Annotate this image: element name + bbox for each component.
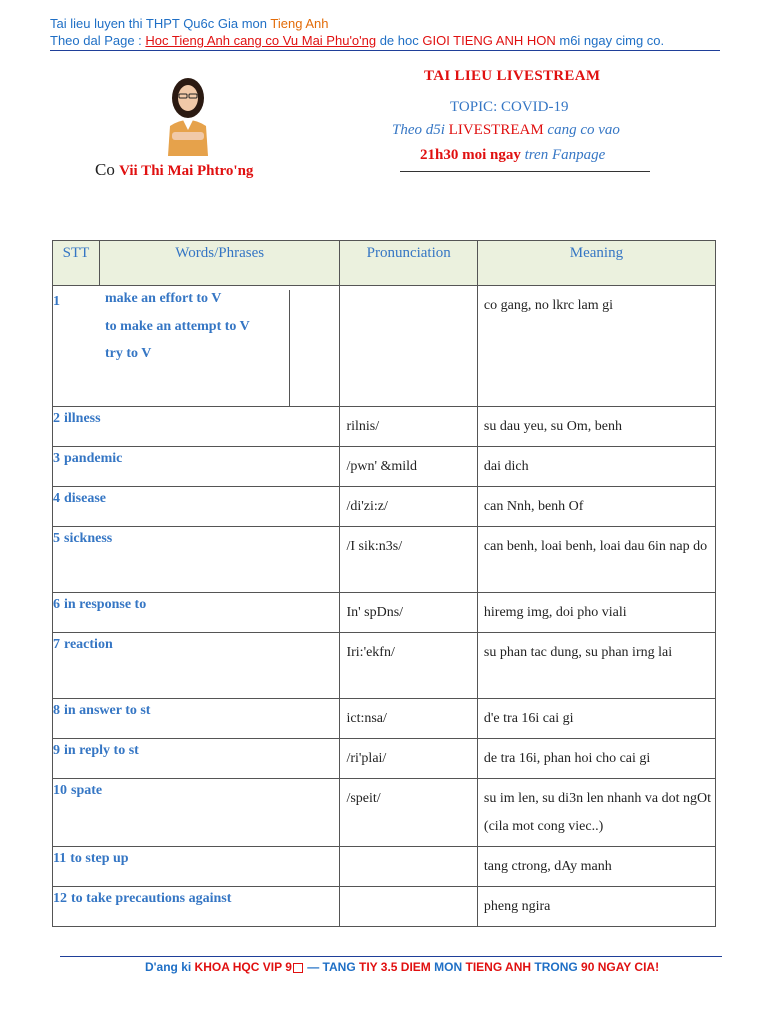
col-header-stt: STT [53, 241, 100, 286]
header-line-1 [50, 16, 328, 31]
header-line-2 [50, 33, 664, 48]
col-header-pronunciation: Pronunciation [340, 241, 477, 286]
vocabulary-table [52, 240, 716, 927]
follow-suffix: cang co vao [543, 122, 620, 138]
footer-text-g: TRONG [531, 960, 582, 974]
pronunciation-cell: /pwn' &mild [340, 447, 477, 487]
word-text: to step up [70, 851, 129, 866]
table-row [53, 779, 716, 847]
word-text: in reply to st [64, 743, 139, 758]
meaning-cell: can Nnh, benh Of [477, 487, 715, 527]
table-row [53, 847, 716, 887]
pronunciation-cell [340, 847, 477, 887]
table-row [53, 593, 716, 633]
table-row [53, 407, 716, 447]
meaning-cell: su phan tac dung, su phan irng lai [477, 633, 715, 699]
row-number: 3 [53, 451, 60, 466]
table-row [53, 739, 716, 779]
meaning-cell: su im len, su di3n len nhanh va dot ngOt (cila mot cong viec..) [477, 779, 715, 847]
table-row [53, 447, 716, 487]
row-number: 12 [53, 891, 67, 906]
header-line-2-end: m6i ngay cimg co. [555, 33, 665, 48]
footer-divider [60, 956, 722, 957]
words-cell [53, 447, 340, 487]
row-number: 8 [53, 703, 60, 718]
word-text: sickness [64, 531, 113, 546]
words-cell [53, 699, 340, 739]
table-row [53, 286, 716, 407]
topic-heading: TOPIC: COVID-19 [450, 99, 569, 115]
words-cell [53, 847, 340, 887]
fanpage-link[interactable]: Hoc Tieng Anh cang co Vu Mai Phu'o'ng [145, 33, 377, 48]
pronunciation-cell: In' spDns/ [340, 593, 477, 633]
meaning-cell: tang ctrong, dAy manh [477, 847, 715, 887]
livestream-title: TAI LIEU LIVESTREAM [424, 68, 601, 84]
meaning-cell: de tra 16i, phan hoi cho cai gi [477, 739, 715, 779]
header-highlight: GIOI TIENG ANH HON [422, 33, 556, 48]
footer-course: KHOA HQC VIP 9 [194, 960, 292, 974]
row-number: 5 [53, 531, 60, 546]
pronunciation-cell: /ri'plai/ [340, 739, 477, 779]
meaning-cell: dai dich [477, 447, 715, 487]
follow-prefix: Theo d5i [392, 122, 449, 138]
pronunciation-cell: /speit/ [340, 779, 477, 847]
word-text: spate [71, 783, 103, 798]
table-row [53, 527, 716, 593]
word-text: pandemic [64, 451, 123, 466]
follow-livestream: LIVESTREAM [448, 122, 544, 138]
word-text: make an effort to V [105, 291, 222, 306]
schedule-suffix: tren Fanpage [520, 147, 606, 163]
col-header-meaning: Meaning [477, 241, 715, 286]
meaning-cell: hiremg img, doi pho viali [477, 593, 715, 633]
table-row [53, 887, 716, 927]
word-text: reaction [64, 637, 113, 652]
header-line-2-mid: de hoc [376, 33, 423, 48]
pronunciation-cell: Iri:'ekfn/ [340, 633, 477, 699]
pronunciation-cell [340, 286, 477, 407]
table-header-row [53, 241, 716, 286]
header-page-label: Theo dal Page : [50, 33, 146, 48]
words-cell [53, 527, 340, 593]
word-text: in response to [64, 597, 147, 612]
row-number: 6 [53, 597, 60, 612]
row-number: 7 [53, 637, 60, 652]
words-cell [53, 286, 340, 407]
meaning-cell: su dau yeu, su Om, benh [477, 407, 715, 447]
table-row [53, 699, 716, 739]
teacher-name [95, 160, 253, 180]
row-number: 11 [53, 851, 67, 866]
word-text: disease [64, 491, 106, 506]
words-cell [53, 593, 340, 633]
row-number: 2 [53, 411, 60, 426]
header-subject: Tieng Anh [270, 16, 329, 31]
header-line-1-text: Tai lieu luyen thi THPT Qu6c Gia mon [50, 16, 271, 31]
footer-text-c: — TANG [303, 960, 359, 974]
header-divider [50, 50, 720, 51]
pronunciation-cell: /I sik:n3s/ [340, 527, 477, 593]
col-header-words: Words/Phrases [99, 241, 340, 286]
pronunciation-cell: /di'zi:z/ [340, 487, 477, 527]
words-cell [53, 887, 340, 927]
meaning-cell: co gang, no lkrc lam gi [477, 286, 715, 407]
teacher-prefix: Co [95, 160, 120, 179]
word-text: try to V [105, 346, 152, 361]
footer-points: TIY 3.5 DIEM [359, 960, 431, 974]
table-row [53, 487, 716, 527]
teacher-fullname: Vii Thi Mai Phtro'ng [119, 163, 254, 179]
meaning-cell: d'e tra 16i cai gi [477, 699, 715, 739]
footer-text-a: D'ang ki [145, 960, 195, 974]
checkbox-icon [293, 963, 303, 973]
table-row [53, 633, 716, 699]
footer-subject: TIENG ANH [465, 960, 532, 974]
word-text: illness [64, 411, 101, 426]
pronunciation-cell: ict:nsa/ [340, 699, 477, 739]
follow-line [392, 122, 620, 139]
pronunciation-cell: rilnis/ [340, 407, 477, 447]
footer-text-e: MON [430, 960, 466, 974]
words-cell [53, 487, 340, 527]
row-number: 10 [53, 783, 67, 798]
words-cell [53, 407, 340, 447]
footer-promo [145, 960, 659, 974]
word-text: to make an attempt to V [105, 319, 250, 334]
word-text: in answer to st [64, 703, 151, 718]
pronunciation-cell [340, 887, 477, 927]
meaning-cell: pheng ngira [477, 887, 715, 927]
schedule-underline [400, 171, 650, 172]
words-cell [53, 633, 340, 699]
row-number: 9 [53, 743, 60, 758]
teacher-avatar [160, 68, 216, 156]
row-number: 4 [53, 491, 60, 506]
schedule-line [420, 147, 605, 164]
footer-days: 90 NGAY CIA! [581, 960, 660, 974]
word-text: to take precautions against [71, 891, 232, 906]
row-number: 1 [53, 294, 60, 309]
meaning-cell: can benh, loai benh, loai dau 6in nap do [477, 527, 715, 593]
words-cell [53, 779, 340, 847]
schedule-time: 21h30 moi ngay [420, 147, 521, 163]
words-cell [53, 739, 340, 779]
